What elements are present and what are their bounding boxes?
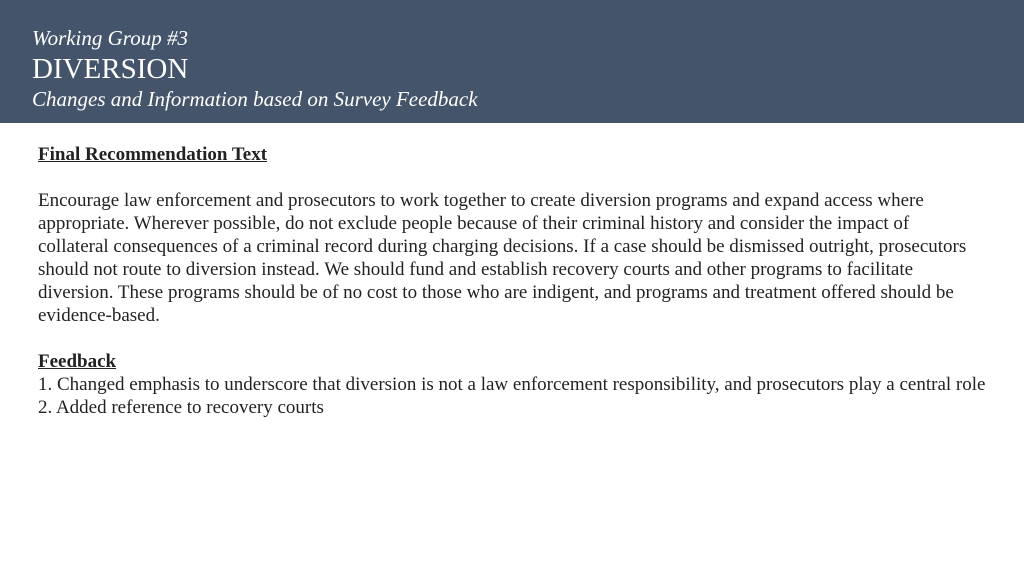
feedback-item: 1. Changed emphasis to underscore that diversion is not a law enforcement responsibility, and prosecutors play a central role: [38, 374, 986, 395]
slide-title: DIVERSION: [32, 53, 189, 85]
feedback-item: 2. Added reference to recovery courts: [38, 397, 324, 418]
recommendation-text: Encourage law enforcement and prosecutors to work together to create diversion programs and expand access where appropriate. Wherever possible, do not exclude people because of their criminal history and consider the impact of collateral consequences of a criminal record during charging decisions. If a case should be dismissed outright, prosecutors should not route to diversion instead. We should fund and establish recovery courts and other programs to facilitate diversion. These programs should be of no cost to those who are indigent, and programs and treatment offered should be evidence-based.: [38, 190, 967, 326]
working-group-label: Working Group #3: [32, 26, 188, 50]
slide-subtitle: Changes and Information based on Survey Feedback: [32, 87, 478, 111]
slide-content: [38, 143, 988, 419]
feedback-heading: Feedback: [38, 351, 117, 372]
header-banner: [0, 0, 1024, 123]
recommendation-heading: Final Recommendation Text: [38, 144, 268, 165]
feedback-list: [38, 373, 988, 419]
